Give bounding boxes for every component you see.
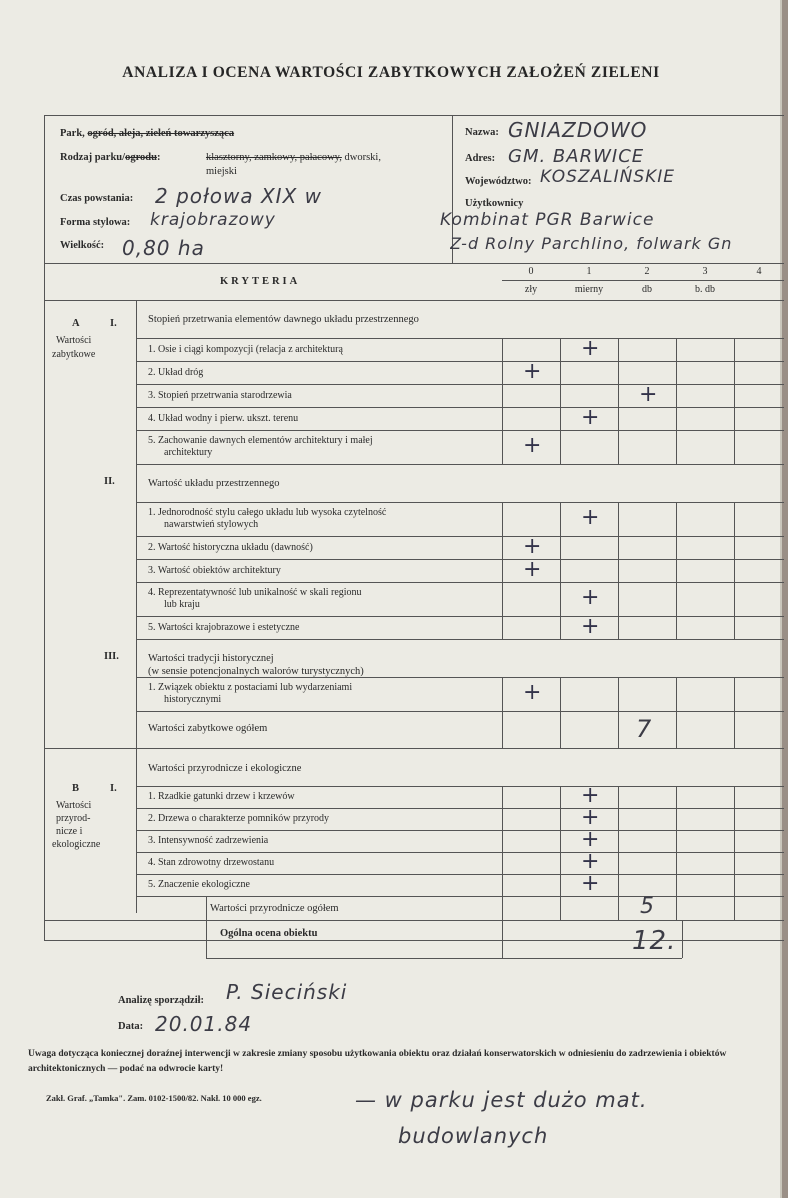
- grid-col-line: [618, 338, 619, 361]
- grid-col-line: [560, 677, 561, 711]
- adres-label: Adres:: [465, 153, 496, 164]
- document-title: ANALIZA I OCENA WARTOŚCI ZABYTKOWYCH ZAŁOŻEŃ ZIELENI: [122, 64, 660, 81]
- mark-plus: +: [581, 613, 600, 639]
- print-info: Zakł. Graf. „Tamka". Zam. 0102-1500/82. Nakł. 10 000 egz.: [46, 1093, 262, 1103]
- row-line: [136, 616, 784, 617]
- grid-col-line: [502, 830, 503, 852]
- grid-col-line: [676, 616, 677, 639]
- section-b-heading: Wartości przyrodnicze i ekologiczne: [148, 763, 302, 774]
- grid-col-line: [618, 384, 619, 407]
- grid-col-line: [502, 502, 503, 536]
- row-line: [136, 407, 784, 408]
- mark-plus: +: [581, 849, 600, 874]
- data-label: Data:: [118, 1021, 144, 1032]
- park-type-field: Park, ogród, aleja, zieleń towarzysząca: [60, 128, 235, 139]
- czas-label: Czas powstania:: [60, 193, 134, 204]
- criterion-b-1: 2. Drzewa o charakterze pomników przyrody: [148, 813, 330, 824]
- group-heading-1: Wartość układu przestrzennego: [148, 478, 280, 489]
- section-b-roman: I.: [110, 783, 117, 794]
- grid-col-line: [502, 711, 503, 748]
- uzytkownicy-line1: Kombinat PGR Barwice: [440, 210, 655, 230]
- grid-col-line: [502, 338, 503, 361]
- row-line: [136, 896, 784, 897]
- grid-col-line: [734, 384, 735, 407]
- grid-col-line: [676, 361, 677, 384]
- row-line: [136, 830, 784, 831]
- row-line: [136, 852, 784, 853]
- criterion-b-0: 1. Rzadkie gatunki drzew i krzewów: [148, 791, 295, 802]
- criterion-a-1-4: 5. Wartości krajobrazowe i estetyczne: [148, 622, 300, 633]
- col-2-num: 2: [644, 266, 650, 277]
- grid-col-line: [560, 711, 561, 748]
- mark-plus: +: [523, 533, 542, 559]
- park-kind-miejski: miejski: [206, 166, 237, 177]
- overall-label: Ogólna ocena obiektu: [220, 928, 318, 939]
- mark-plus: +: [581, 585, 600, 610]
- grid-col-line: [734, 502, 735, 536]
- grid-col-line: [676, 384, 677, 407]
- criterion-a-1-2: 3. Wartość obiektów architektury: [148, 565, 281, 576]
- header-bottom-line: [44, 263, 784, 264]
- overall-value: 12.: [632, 926, 677, 956]
- criterion-a-1-3: 4. Reprezentatywność lub unikalność w skali regionu: [148, 587, 362, 598]
- grid-col-line: [676, 502, 677, 536]
- grid-col-line: [560, 430, 561, 464]
- criterion-a-1-0-cont: nawarstwień stylowych: [164, 519, 259, 530]
- grid-col-line: [560, 559, 561, 582]
- grid-col-line: [560, 502, 561, 536]
- row-line: [136, 536, 784, 537]
- mark-plus: +: [523, 358, 542, 384]
- total-przyrodnicze-value: 5: [640, 894, 655, 919]
- group-heading-0: Stopień przetrwania elementów dawnego układu przestrzennego: [148, 314, 419, 325]
- mark-plus: +: [523, 433, 542, 458]
- mark-plus: +: [581, 871, 600, 896]
- grid-col-line: [676, 711, 677, 748]
- group-heading-2: Wartości tradycji historycznej: [148, 653, 274, 664]
- grid-col-line: [618, 786, 619, 808]
- criterion-a-0-0: 1. Osie i ciągi kompozycji (relacja z architekturą: [148, 344, 343, 355]
- criterion-a-0-4-cont: architektury: [164, 447, 213, 458]
- group-roman-1: II.: [104, 476, 115, 487]
- forma-value: krajobrazowy: [150, 210, 276, 230]
- section-a-roman: I.: [110, 318, 117, 329]
- criterion-a-0-1: 2. Układ dróg: [148, 367, 204, 378]
- grid-col-line: [560, 536, 561, 559]
- grid-col-line: [734, 582, 735, 616]
- total-przyrodnicze-label: Wartości przyrodnicze ogółem: [210, 903, 339, 914]
- mark-plus: +: [581, 805, 600, 830]
- row-line: [136, 384, 784, 385]
- grid-col-line: [618, 559, 619, 582]
- row-line: [136, 559, 784, 560]
- overall-left-divider: [206, 896, 207, 958]
- grid-col-line: [560, 338, 561, 361]
- park-kind-options: klasztorny, zamkowy, pałacowy, dworski,: [206, 152, 381, 163]
- grid-col-line: [676, 430, 677, 464]
- wojewodztwo-label: Województwo:: [465, 176, 532, 187]
- row-line: [136, 582, 784, 583]
- wojewodztwo-value: KOSZALIŃSKIE: [540, 167, 676, 187]
- section-a-name-1: Wartości: [56, 335, 92, 346]
- grid-col-line: [502, 559, 503, 582]
- analiza-signature: P. Sieciński: [226, 980, 348, 1004]
- grid-col-line: [676, 559, 677, 582]
- section-b-name-1: Wartości: [56, 800, 92, 811]
- grid-col-line: [502, 808, 503, 830]
- criterion-a-2-0-cont: historycznymi: [164, 694, 222, 705]
- mark-plus: +: [581, 335, 600, 361]
- grid-col-line: [560, 582, 561, 616]
- col-3-name: b. db: [695, 284, 715, 295]
- criterion-b-2: 3. Intensywność zadrzewienia: [148, 835, 269, 846]
- adres-value: GM. BARWICE: [508, 146, 645, 167]
- mark-plus: +: [581, 404, 600, 430]
- wielkosc-label: Wielkość:: [60, 240, 105, 251]
- section-b-name-2: przyrod-: [56, 813, 91, 824]
- grid-col-line: [734, 896, 735, 920]
- grid-col-line: [734, 361, 735, 384]
- grid-col-line: [676, 677, 677, 711]
- grid-col-line: [502, 874, 503, 896]
- grid-col-line: [676, 830, 677, 852]
- mark-plus: +: [523, 556, 542, 582]
- nazwa-label: Nazwa:: [465, 127, 499, 138]
- grid-col-line: [560, 786, 561, 808]
- grid-col-line: [618, 677, 619, 711]
- grid-col-line: [560, 830, 561, 852]
- grid-col-line: [502, 430, 503, 464]
- col-2-name: db: [642, 284, 652, 295]
- grid-col-line: [618, 502, 619, 536]
- mark-plus: +: [639, 381, 658, 407]
- group-heading2-2: (w sensie potencjonalnych walorów turystycznych): [148, 666, 364, 677]
- grid-col-line: [618, 896, 619, 920]
- grid-col-line: [618, 430, 619, 464]
- grid-col-line: [502, 582, 503, 616]
- grid-col-line: [734, 808, 735, 830]
- section-a-divider: [136, 300, 137, 767]
- section-a-bottom-line: [44, 748, 784, 749]
- grid-col-line: [676, 338, 677, 361]
- grid-col-line: [676, 582, 677, 616]
- grid-col-line: [618, 361, 619, 384]
- grid-col-line: [502, 361, 503, 384]
- criterion-a-1-0: 1. Jednorodność stylu całego układu lub wysoka czytelność: [148, 507, 387, 518]
- grid-col-line: [676, 874, 677, 896]
- section-a-name-2: zabytkowe: [52, 349, 96, 360]
- grid-col-line: [734, 677, 735, 711]
- section-b-letter: B: [72, 783, 80, 794]
- grid-col-line: [560, 407, 561, 430]
- row-line: [136, 711, 784, 712]
- grid-col-line: [560, 361, 561, 384]
- grid-col-line: [618, 808, 619, 830]
- hand-note-line2: budowlanych: [398, 1124, 549, 1148]
- criterion-b-3: 4. Stan zdrowotny drzewostanu: [148, 857, 275, 868]
- row-line: [136, 874, 784, 875]
- row-line: [136, 677, 784, 678]
- criterion-a-1-1: 2. Wartość historyczna układu (dawność): [148, 542, 313, 553]
- row-line: [136, 786, 784, 787]
- row-line: [136, 361, 784, 362]
- mark-plus: +: [581, 827, 600, 852]
- grid-col-line: [734, 430, 735, 464]
- grid-col-line: [618, 874, 619, 896]
- grid-col-line: [676, 808, 677, 830]
- kryteria-bottom-line: [44, 300, 784, 301]
- kryteria-label: KRYTERIA: [220, 276, 301, 287]
- mark-plus: +: [581, 783, 600, 808]
- grid-col-line: [734, 711, 735, 748]
- mark-plus: +: [523, 680, 542, 705]
- grid-col-line: [502, 536, 503, 559]
- grid-col-line: [676, 536, 677, 559]
- forma-label: Forma stylowa:: [60, 217, 131, 228]
- row-line: [136, 502, 784, 503]
- grid-col-line: [560, 616, 561, 639]
- criterion-a-0-4: 5. Zachowanie dawnych elementów architektury i małej: [148, 435, 373, 446]
- overall-value-divider: [502, 920, 503, 958]
- kryteria-num-line: [502, 280, 784, 281]
- grid-col-line: [618, 582, 619, 616]
- grid-col-line: [502, 616, 503, 639]
- grid-col-line: [676, 407, 677, 430]
- row-line: [44, 920, 784, 921]
- criterion-a-1-3-cont: lub kraju: [164, 599, 200, 610]
- grid-col-line: [676, 786, 677, 808]
- col-0-num: 0: [528, 266, 534, 277]
- row-line: [136, 808, 784, 809]
- criterion-b-4: 5. Znaczenie ekologiczne: [148, 879, 250, 890]
- grid-col-line: [502, 677, 503, 711]
- grid-col-line: [734, 407, 735, 430]
- park-kind-label: Rodzaj parku/ogrodu:: [60, 152, 161, 163]
- grid-col-line: [502, 896, 503, 920]
- grid-col-line: [734, 874, 735, 896]
- grid-col-line: [618, 852, 619, 874]
- grid-col-line: [618, 711, 619, 748]
- grid-col-line: [734, 536, 735, 559]
- section-b-name-4: ekologiczne: [52, 839, 101, 850]
- grid-col-line: [502, 407, 503, 430]
- nazwa-value: GNIAZDOWO: [508, 118, 648, 142]
- row-line: [136, 464, 784, 465]
- hand-note-line1: — w parku jest dużo mat.: [355, 1088, 648, 1112]
- wielkosc-value: 0,80 ha: [122, 236, 205, 260]
- criterion-a-0-2: 3. Stopień przetrwania starodrzewia: [148, 390, 292, 401]
- criterion-a-0-3: 4. Układ wodny i pierw. ukszt. terenu: [148, 413, 299, 424]
- grid-col-line: [734, 559, 735, 582]
- row-line: [136, 639, 784, 640]
- total-zabytkowe-label: Wartości zabytkowe ogółem: [148, 723, 268, 734]
- grid-col-line: [502, 786, 503, 808]
- criterion-a-2-0: 1. Związek obiektu z postaciami lub wydarzeniami: [148, 682, 353, 693]
- col-4-num: 4: [756, 266, 762, 277]
- grid-col-line: [734, 852, 735, 874]
- grid-col-line: [734, 616, 735, 639]
- czas-value: 2 połowa XIX w: [155, 184, 322, 208]
- grid-col-line: [560, 808, 561, 830]
- grid-col-line: [560, 384, 561, 407]
- overall-value-divider-right: [682, 920, 683, 958]
- section-a-letter: A: [72, 318, 80, 329]
- intervention-note: Uwaga dotycząca koniecznej doraźnej interwencji w zakresie zmiany sposobu użytkowania obiektu oraz działań konserwatorskich w odniesieniu do zadrzewienia i obiektów architektonicznych — podać na odwrocie karty!: [28, 1049, 727, 1074]
- grid-col-line: [618, 616, 619, 639]
- grid-col-line: [618, 830, 619, 852]
- grid-col-line: [502, 852, 503, 874]
- grid-col-line: [618, 407, 619, 430]
- group-roman-2: III.: [104, 651, 119, 662]
- data-value: 20.01.84: [155, 1012, 253, 1036]
- row-line: [136, 430, 784, 431]
- grid-col-line: [734, 338, 735, 361]
- row-line: [136, 338, 784, 339]
- overall-bottom-line: [206, 958, 682, 959]
- grid-col-line: [560, 874, 561, 896]
- total-zabytkowe-value: 7: [636, 715, 653, 743]
- grid-col-line: [502, 384, 503, 407]
- grid-col-line: [734, 830, 735, 852]
- uzytkownicy-label: Użytkownicy: [465, 198, 524, 209]
- uzytkownicy-line2: Z-d Rolny Parchlino, folwark Gn: [450, 234, 733, 253]
- grid-col-line: [676, 852, 677, 874]
- col-3-num: 3: [702, 266, 708, 277]
- section-b-name-3: nicze i: [56, 826, 83, 837]
- col-1-name: mierny: [574, 284, 604, 295]
- analiza-label: Analizę sporządził:: [118, 995, 205, 1006]
- grid-col-line: [618, 536, 619, 559]
- grid-col-line: [734, 786, 735, 808]
- grid-col-line: [560, 852, 561, 874]
- grid-col-line: [676, 896, 677, 920]
- mark-plus: +: [581, 505, 600, 530]
- col-1-num: 1: [586, 266, 592, 277]
- col-0-name: zły: [524, 284, 538, 295]
- grid-col-line: [560, 896, 561, 920]
